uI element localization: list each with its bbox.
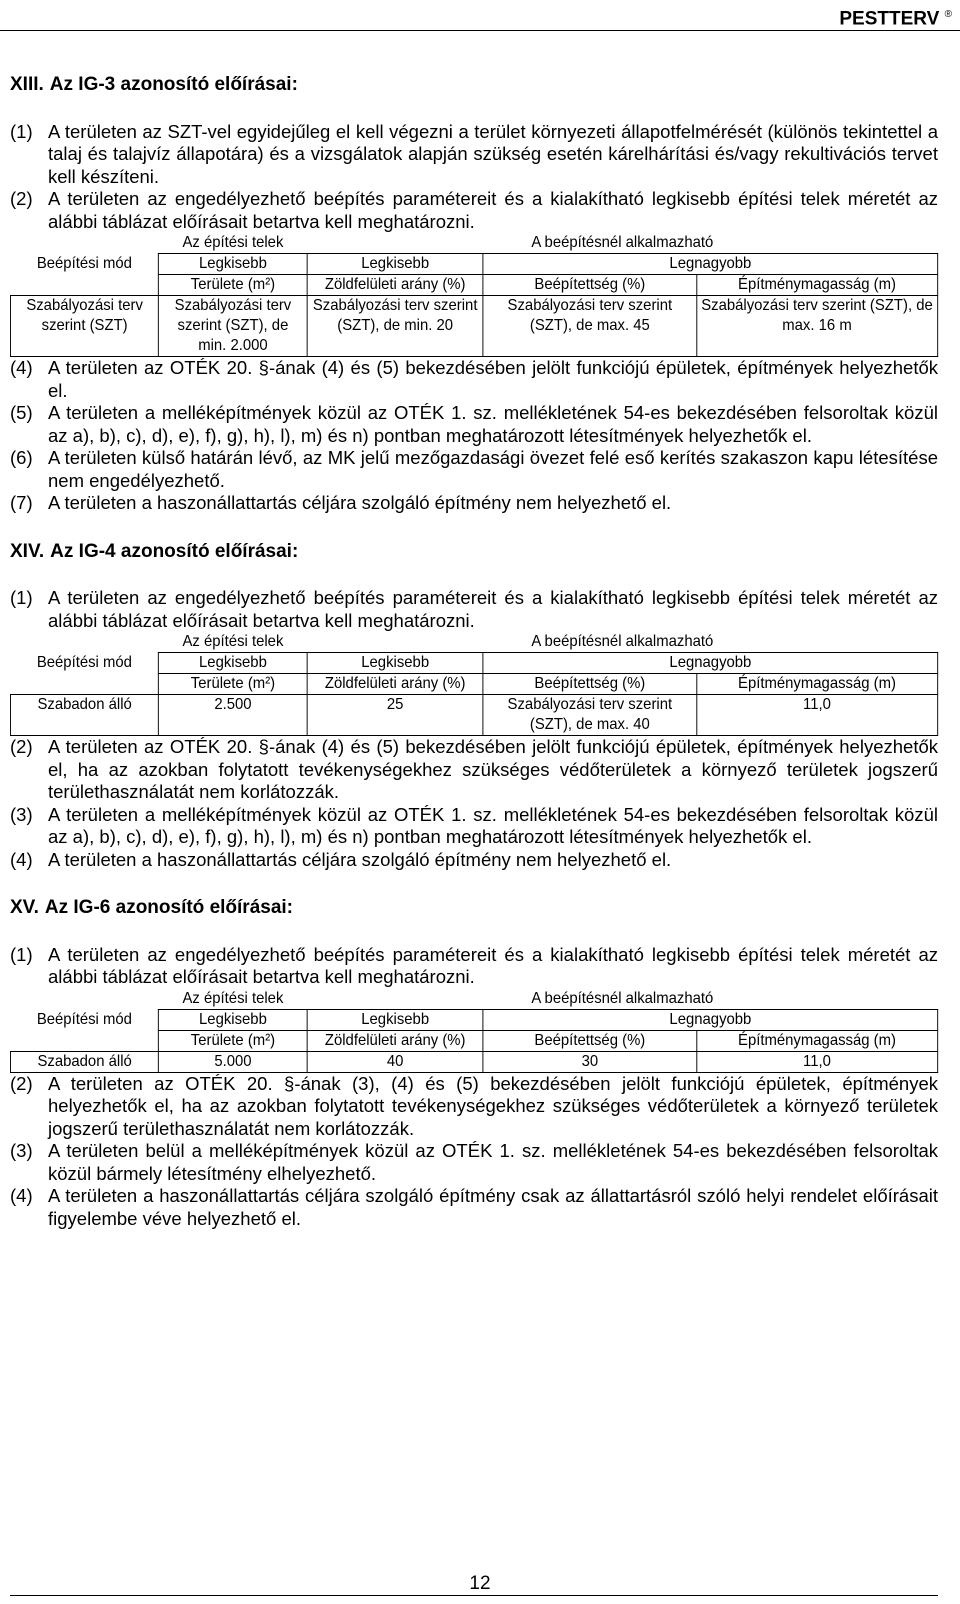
paragraph: (3) A területen a melléképítmények közül az OTÉK 1. sz. mellékletének 54-es bekezdésében felsoroltak közül az a), b), c), d), e), f), g), h), l), m) és n) pontban meghatározott létesítmények helyezhetők el.	[10, 803, 938, 847]
cell-height: 11,0	[696, 1051, 937, 1072]
paragraph: (7) A területen a haszonállattartás céljára szolgáló építmény nem helyezhető el.	[10, 492, 672, 513]
col-header-green: Zöldfelületi arány (%)	[307, 1030, 483, 1051]
col-header-built: Beépítettség (%)	[483, 1030, 696, 1051]
col-header-built: Beépítettség (%)	[483, 674, 696, 695]
cell-mode: Szabályozási terv szerint (SZT)	[10, 296, 158, 357]
col-header-mode: Beépítési mód	[36, 255, 132, 272]
paragraph: (2) A területen az engedélyezhető beépítés paramétereit és a kialakítható legkisebb építési telek méretét az alábbi táblázat előírásait betartva kell meghatározni.	[10, 188, 938, 232]
paragraph: (4) A területen az OTÉK 20. §-ának (4) és (5) bekezdésében jelölt funkciójú épületek, építmények helyezhetők el.	[10, 357, 938, 401]
col-header-min: Legkisebb	[307, 254, 483, 275]
col-header-green: Zöldfelületi arány (%)	[307, 674, 483, 695]
cell-area: Szabályozási terv szerint (SZT), de min. 2.000	[159, 296, 307, 357]
col-header-max: Legnagyobb	[483, 653, 937, 674]
table-row	[10, 296, 937, 357]
cell-built: 30	[483, 1051, 696, 1072]
document-body	[10, 30, 938, 1230]
col-header-plot: Az építési telek	[182, 633, 284, 650]
cell-height: 11,0	[696, 695, 937, 736]
paragraph: (1) A területen az engedélyezhető beépítés paramétereit és a kialakítható legkisebb építési telek méretét az alábbi táblázat előírásait betartva kell meghatározni.	[10, 587, 938, 631]
cell-mode: Szabadon álló	[10, 1051, 158, 1072]
registered-mark: ®	[944, 9, 952, 20]
table-row	[10, 695, 937, 736]
cell-green: 25	[307, 695, 483, 736]
cell-height: Szabályozási terv szerint (SZT), de max. 16 m	[696, 296, 937, 357]
cell-area: 5.000	[159, 1051, 307, 1072]
col-header-area: Területe (m²)	[159, 1030, 307, 1051]
table-row	[10, 1051, 937, 1072]
paragraph: (3) A területen belül a melléképítmények közül az OTÉK 1. sz. mellékletének 54-es bekezdésében felsoroltak közül bármely létesítmény elhelyezhető.	[10, 1140, 938, 1184]
col-header-min: Legkisebb	[159, 653, 307, 674]
col-header-applicable: A beépítésnél alkalmazható	[531, 234, 714, 251]
col-header-green: Zöldfelületi arány (%)	[307, 275, 483, 296]
col-header-height: Építménymagasság (m)	[696, 275, 937, 296]
col-header-min: Legkisebb	[307, 653, 483, 674]
col-header-applicable: A beépítésnél alkalmazható	[531, 633, 714, 650]
paragraph: (6) A területen külső határán lévő, az MK jelű mezőgazdasági övezet felé eső kerítés szakaszon kapu létesítése nem engedélyezhető.	[10, 447, 938, 491]
footer-rule	[10, 1595, 938, 1596]
cell-mode: Szabadon álló	[10, 695, 158, 736]
col-header-plot: Az építési telek	[182, 989, 284, 1007]
parameters-table	[10, 233, 938, 357]
cell-green: Szabályozási terv szerint (SZT), de min. 20	[307, 296, 483, 357]
col-header-max: Legnagyobb	[483, 254, 937, 275]
col-header-applicable: A beépítésnél alkalmazható	[531, 989, 714, 1007]
section-title-xiii: XIII. Az IG-3 azonosító előírásai:	[10, 74, 298, 95]
page-header	[0, 2, 960, 31]
paragraph: (2) A területen az OTÉK 20. §-ának (4) és (5) bekezdésében jelölt funkciójú épületek, építmények helyezhetők el, ha az azokban folytatott tevékenységekhez szükséges védőterületek a környező területek jogszerű területhasználatát nem korlátozzák.	[10, 736, 938, 802]
col-header-area: Területe (m²)	[159, 275, 307, 296]
paragraph: (1) A területen az engedélyezhető beépítés paramétereit és a kialakítható legkisebb építési telek méretét az alábbi táblázat előírásait betartva kell meghatározni.	[10, 943, 938, 987]
parameters-table	[10, 989, 938, 1073]
paragraph: (4) A területen a haszonállattartás céljára szolgáló építmény nem helyezhető el.	[10, 848, 672, 870]
col-header-height: Építménymagasság (m)	[696, 674, 937, 695]
col-header-min: Legkisebb	[159, 1009, 307, 1030]
col-header-area: Területe (m²)	[159, 674, 307, 695]
paragraph: (1) A területen az SZT-vel egyidejűleg el kell végezni a terület környezeti állapotfelmérését (különös tekintettel a talaj és talajvíz állapotára) és a vizsgálatok alapján szükség esetén kárelhárítási és/vagy rekultivációs tervet kell készíteni.	[10, 120, 938, 187]
cell-green: 40	[307, 1051, 483, 1072]
header-brand: PESTTERV ®	[839, 8, 952, 30]
col-header-max: Legnagyobb	[483, 1009, 937, 1030]
col-header-mode: Beépítési mód	[36, 1010, 132, 1028]
col-header-height: Építménymagasság (m)	[696, 1030, 937, 1051]
col-header-plot: Az építési telek	[182, 234, 284, 251]
col-header-mode: Beépítési mód	[36, 654, 132, 671]
col-header-built: Beépítettség (%)	[483, 275, 696, 296]
cell-area: 2.500	[159, 695, 307, 736]
col-header-min: Legkisebb	[159, 254, 307, 275]
section-title-xiv: XIV. Az IG-4 azonosító előírásai:	[10, 540, 299, 562]
col-header-min: Legkisebb	[307, 1009, 483, 1030]
paragraph: (5) A területen a melléképítmények közül az OTÉK 1. sz. mellékletének 54-es bekezdésében felsoroltak közül az a), b), c), d), e), f), g), h), l), m) és n) pontban meghatározott létesítmények helyezhetők el.	[10, 402, 938, 446]
parameters-table	[10, 632, 938, 736]
cell-built: Szabályozási terv szerint (SZT), de max. 40	[483, 695, 696, 736]
cell-built: Szabályozási terv szerint (SZT), de max. 45	[483, 296, 696, 357]
paragraph: (4) A területen a haszonállattartás céljára szolgáló építmény csak az állattartásról szóló helyi rendelet előírásait figyelembe véve helyezhető el.	[10, 1185, 938, 1229]
section-title-xv: XV. Az IG-6 azonosító előírásai:	[10, 897, 293, 918]
page-number: 12	[469, 1573, 491, 1594]
paragraph: (2) A területen az OTÉK 20. §-ának (3), (4) és (5) bekezdésében jelölt funkciójú épületek, építmények helyezhetők el, ha az azokban folytatott tevékenységekhez szükséges védőterületek a környező területek jogszerű területhasználatát nem korlátozzák.	[10, 1072, 938, 1139]
